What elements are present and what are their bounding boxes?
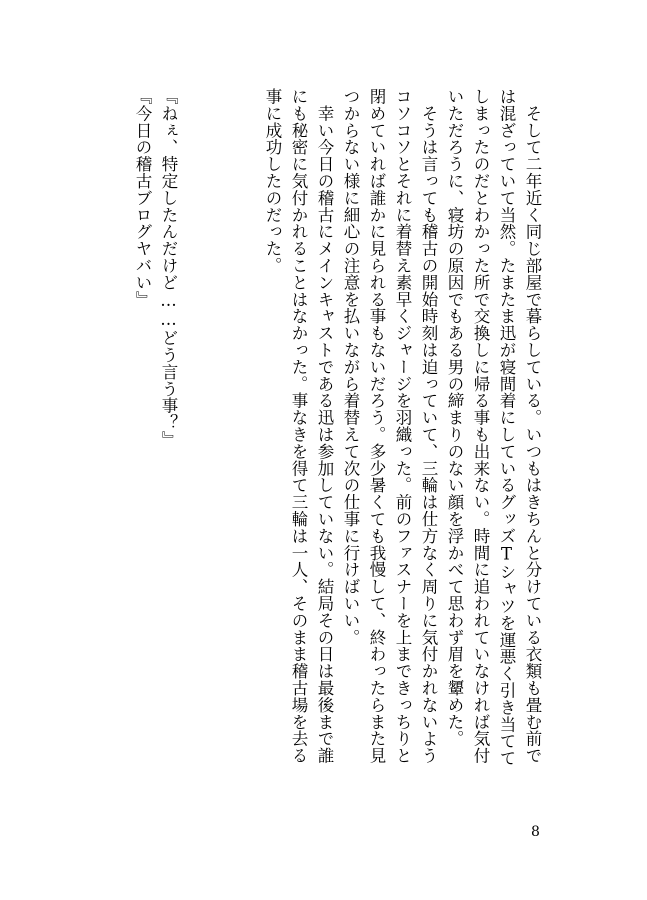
- text-column-4: いただろうに、寝坊の原因でもある男の締まりのない顔を浮かべて思わず眉を顰めた。: [445, 88, 464, 748]
- text-column-2: は混ざっていて当然。たまたま迅が寝間着にしているグッズTシャツを運悪く引き当てて: [497, 88, 516, 767]
- page-number: 8: [531, 824, 540, 840]
- text-column-7: 閉めていれば誰かに見られる事もないだろう。多少暑くても我慢して、終わったらまた見: [367, 88, 386, 764]
- dialogue-line-1: 『ねぇ、特定したんだけど……どう言う事？』: [159, 88, 178, 448]
- text-column-10: にも秘密に気付かれることはなかった。事なきを得て三輪は一人、そのまま稽古場を去る: [289, 88, 308, 764]
- text-column-13: [207, 88, 233, 818]
- text-column-12: [233, 88, 259, 818]
- text-column-6: コソコソとそれに着替え素早くジャージを羽織った。前のファスナーを上まできっちりと: [393, 88, 412, 764]
- text-column-8: つからない様に細心の注意を払いながら着替えて次の仕事に行けばいい。: [341, 88, 360, 646]
- text-column-1: そして二年近く同じ部屋で暮らしている。いつもはきちんと分けている衣類も畳む前で: [523, 88, 542, 764]
- text-column-5: そうは言っても稽古の開始時刻は迫っていて、三輪は仕方なく周りに気付かれないよう: [419, 88, 438, 764]
- text-column-11: 事に成功したのだった。: [263, 88, 282, 274]
- text-column-3: しまったのだとわかった所で交換しに帰る事も出来ない。時間に追われていなければ気付: [471, 88, 490, 764]
- dialogue-line-2: 『今日の稽古ブログヤバい』: [133, 88, 152, 308]
- text-column-14: [181, 88, 207, 818]
- text-column-9: 幸い今日の稽古にメインキャストである迅は参加していない。結局その日は最後まで誰: [315, 88, 334, 764]
